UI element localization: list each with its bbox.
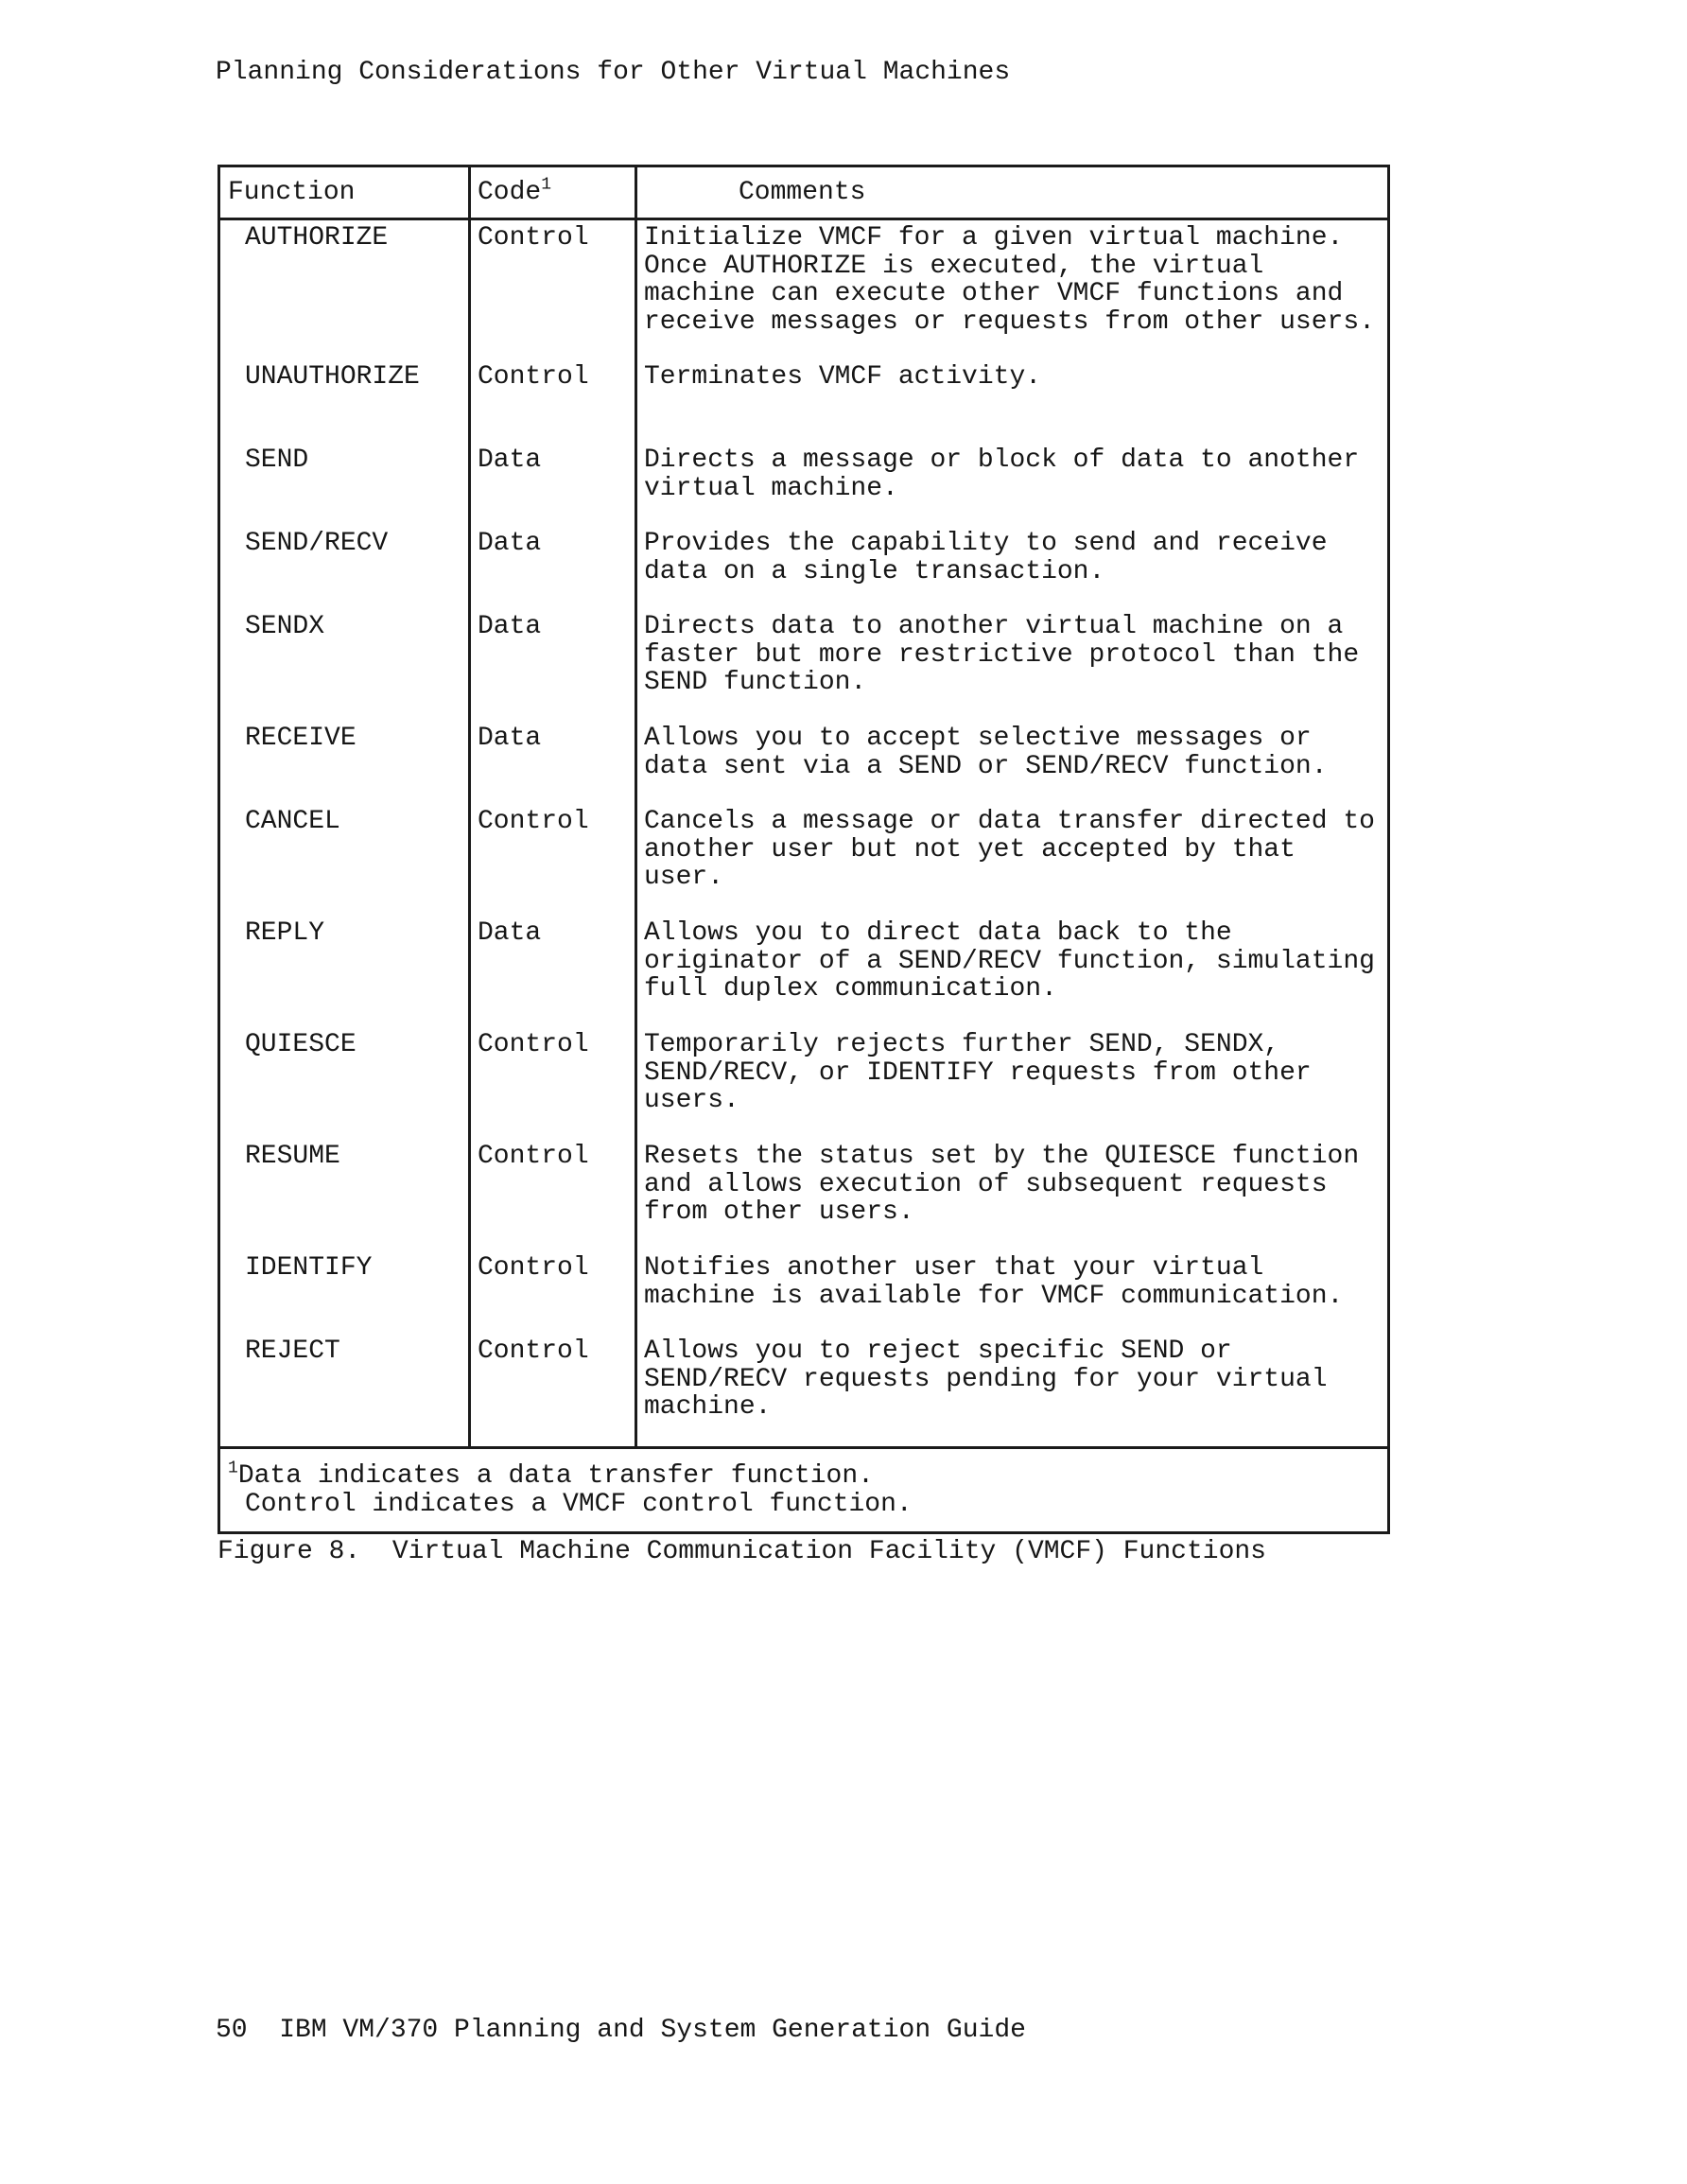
table-footnote [220, 1446, 1387, 1531]
function-cell: CANCEL [245, 807, 340, 836]
function-cell: RECEIVE [245, 724, 357, 753]
table-row [220, 363, 1387, 446]
header-code-footnote-mark: 1 [541, 175, 552, 195]
code-cell: Control [478, 223, 589, 253]
comment-cell: Directs a message or block of data to another virtual machine. [644, 446, 1375, 503]
footnote-mark: 1 [228, 1459, 238, 1478]
function-cell: SEND/RECV [245, 529, 389, 558]
table-row [220, 1143, 1387, 1254]
table-row [220, 918, 1391, 1031]
footnote-line-1: Data indicates a data transfer function. [237, 1461, 874, 1491]
page-footer: 50 IBM VM/370 Planning and System Generation Guide [216, 2016, 1026, 2045]
table-row [220, 1254, 1387, 1337]
code-cell: Control [478, 1253, 589, 1283]
function-cell: SEND [245, 446, 309, 475]
code-cell: Control [478, 1142, 589, 1171]
code-cell: Data [478, 724, 542, 753]
code-cell: Data [478, 918, 542, 948]
table-row [220, 1337, 1387, 1432]
function-cell: REPLY [245, 918, 325, 948]
figure-caption: Figure 8. Virtual Machine Communication Facility (VMCF) Functions [217, 1537, 1266, 1566]
table-row [220, 1031, 1387, 1143]
table-row [220, 725, 1387, 808]
table-row [220, 224, 1387, 363]
code-cell: Data [478, 612, 542, 641]
header-function: Function [228, 178, 356, 207]
header-code-label: Code [478, 178, 542, 207]
table-row [220, 530, 1387, 613]
table-row [220, 613, 1387, 725]
code-cell: Control [478, 807, 589, 836]
code-cell: Control [478, 362, 589, 392]
comment-cell: Cancels a message or data transfer directed to another user but not yet accepted by that user. [644, 807, 1391, 892]
comment-cell: Allows you to accept selective messages or data sent via a SEND or SEND/RECV function. [644, 724, 1328, 781]
table-header-row [220, 167, 1387, 220]
comment-cell: Provides the capability to send and receive data on a single transaction. [644, 529, 1344, 586]
code-cell: Control [478, 1337, 589, 1366]
function-cell: QUIESCE [245, 1030, 357, 1059]
function-cell: AUTHORIZE [245, 223, 389, 253]
comment-cell: Resets the status set by the QUIESCE function and allows execution of subsequent requests from other users. [644, 1142, 1375, 1227]
code-cell: Data [478, 446, 542, 475]
code-cell: Control [478, 1030, 589, 1059]
comment-cell: Temporarily rejects further SEND, SENDX, SEND/RECV, or IDENTIFY requests from other users. [644, 1030, 1328, 1115]
function-cell: RESUME [245, 1142, 340, 1171]
comment-cell: Allows you to reject specific SEND or SEND/RECV requests pending for your virtual machine. [644, 1337, 1344, 1422]
function-cell: UNAUTHORIZE [245, 362, 420, 392]
footnote-line-2: Control indicates a VMCF control function. [245, 1489, 913, 1519]
function-cell: SENDX [245, 612, 325, 641]
comment-cell: Terminates VMCF activity. [644, 362, 1042, 392]
table-row [220, 807, 1391, 919]
comment-cell: Directs data to another virtual machine on a faster but more restrictive protocol than the SEND function. [644, 612, 1375, 697]
comment-cell: Notifies another user that your virtual machine is available for VMCF communication. [644, 1253, 1344, 1311]
header-code [478, 177, 551, 209]
comment-cell: Allows you to direct data back to the originator of a SEND/RECV function, simulating full duplex communication. [644, 918, 1391, 1004]
running-header: Planning Considerations for Other Virtual Machines [216, 58, 1011, 87]
header-comments: Comments [739, 178, 866, 207]
table-row [220, 446, 1387, 530]
vmcf-functions-table [217, 165, 1390, 1534]
table-body [220, 223, 1391, 1432]
code-cell: Data [478, 529, 542, 558]
comment-cell: Initialize VMCF for a given virtual machine. Once AUTHORIZE is executed, the virtual machine can execute other VMCF functions and receive messages or requests from other users. [644, 223, 1375, 337]
function-cell: REJECT [245, 1337, 340, 1366]
function-cell: IDENTIFY [245, 1253, 373, 1283]
